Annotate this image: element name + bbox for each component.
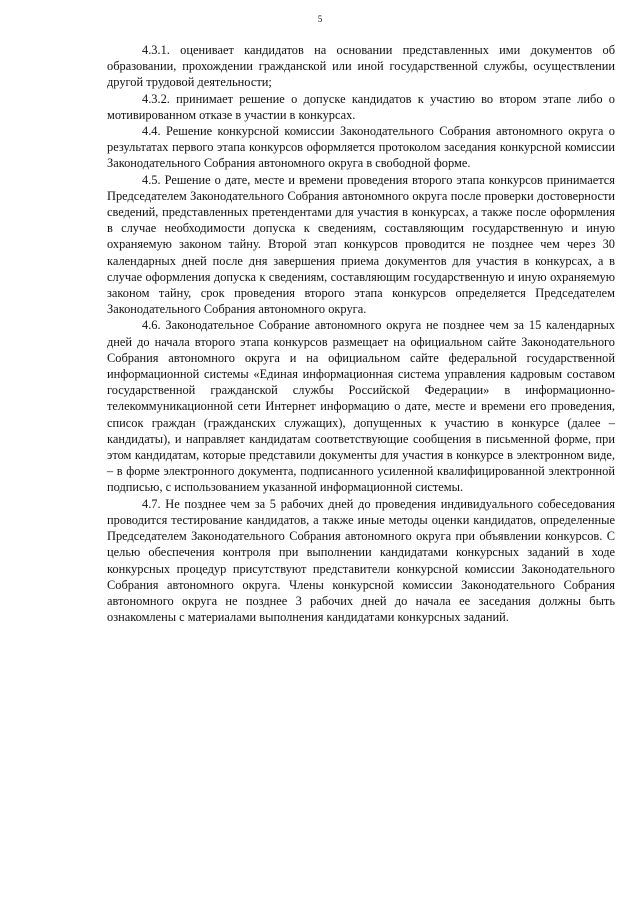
paragraph-4-4: 4.4. Решение конкурсной комиссии Законодательного Собрания автономного округа о результатах первого этапа конкурсов оформляется протоколом заседания конкурсной комиссии Законодательного Собрания автономного округа в свободной форме. <box>107 124 615 171</box>
page-number: 5 <box>317 14 323 24</box>
paragraph-4-3-2: 4.3.2. принимает решение о допуске кандидатов к участию во втором этапе либо о мотивированном отказе в участии в конкурсах. <box>107 91 615 122</box>
paragraph-4-7: 4.7. Не позднее чем за 5 рабочих дней до проведения индивидуального собеседования проводится тестирование кандидатов, а также иные методы оценки кандидатов, определенные Председателем Законодательного Собрания автономного округа при объявлении конкурсов. С целью обеспечения контроля при выполнении кандидатами конкурсных заданий в ходе конкурсных процедур присутствуют представители конкурсной комиссии Законодательного Собрания автономного округа. Члены конкурсной комиссии Законодательного Собрания автономного округа не позднее 3 рабочих дней до начала ее заседания должны быть ознакомлены с материалами выполнения кандидатами конкурсных заданий. <box>107 496 615 625</box>
paragraph-4-6: 4.6. Законодательное Собрание автономного округа не позднее чем за 15 календарных дней до начала второго этапа конкурсов размещает на официальном сайте Законодательного Собрания автономного округа и на официальном сайте федеральной государственной информационной системы «Единая информационная система управления кадровым составом государственной гражданской службы Российской Федерации» в информационно-телекоммуникационной сети Интернет информацию о дате, месте и времени его проведения, список граждан (гражданских служащих), допущенных к участию в конкурсе (далее – кандидаты), и направляет кандидатам соответствующие сообщения в письменной форме, при этом кандидатам, которые представили документы для участия в конкурсе в электронном виде, – в форме электронного документа, подписанного усиленной квалифицированной электронной подписью, с использованием указанной информационной системы. <box>107 318 615 495</box>
paragraph-4-3-1: 4.3.1. оценивает кандидатов на основании представленных ими документов об образовании, прохождении гражданской или иной государственной службы, осуществлении другой трудовой деятельности; <box>107 43 615 90</box>
document-body <box>107 42 615 625</box>
paragraph-4-5: 4.5. Решение о дате, месте и времени проведения второго этапа конкурсов принимается Председателем Законодательного Собрания автономного округа после проверки достоверности сведений, представленных претендентами для участия в конкурсах, а также после оформления в случае необходимости допуска к сведениям, составляющим государственную и иную охраняемую законом тайну. Второй этап конкурсов проводится не позднее чем через 30 календарных дней после дня завершения приема документов для участия в конкурсах, а в случае оформления допуска к сведениям, составляющим государственную и иную охраняемую законом тайну, срок проведения второго этапа конкурсов определяется Председателем Законодательного Собрания автономного округа. <box>107 172 615 317</box>
